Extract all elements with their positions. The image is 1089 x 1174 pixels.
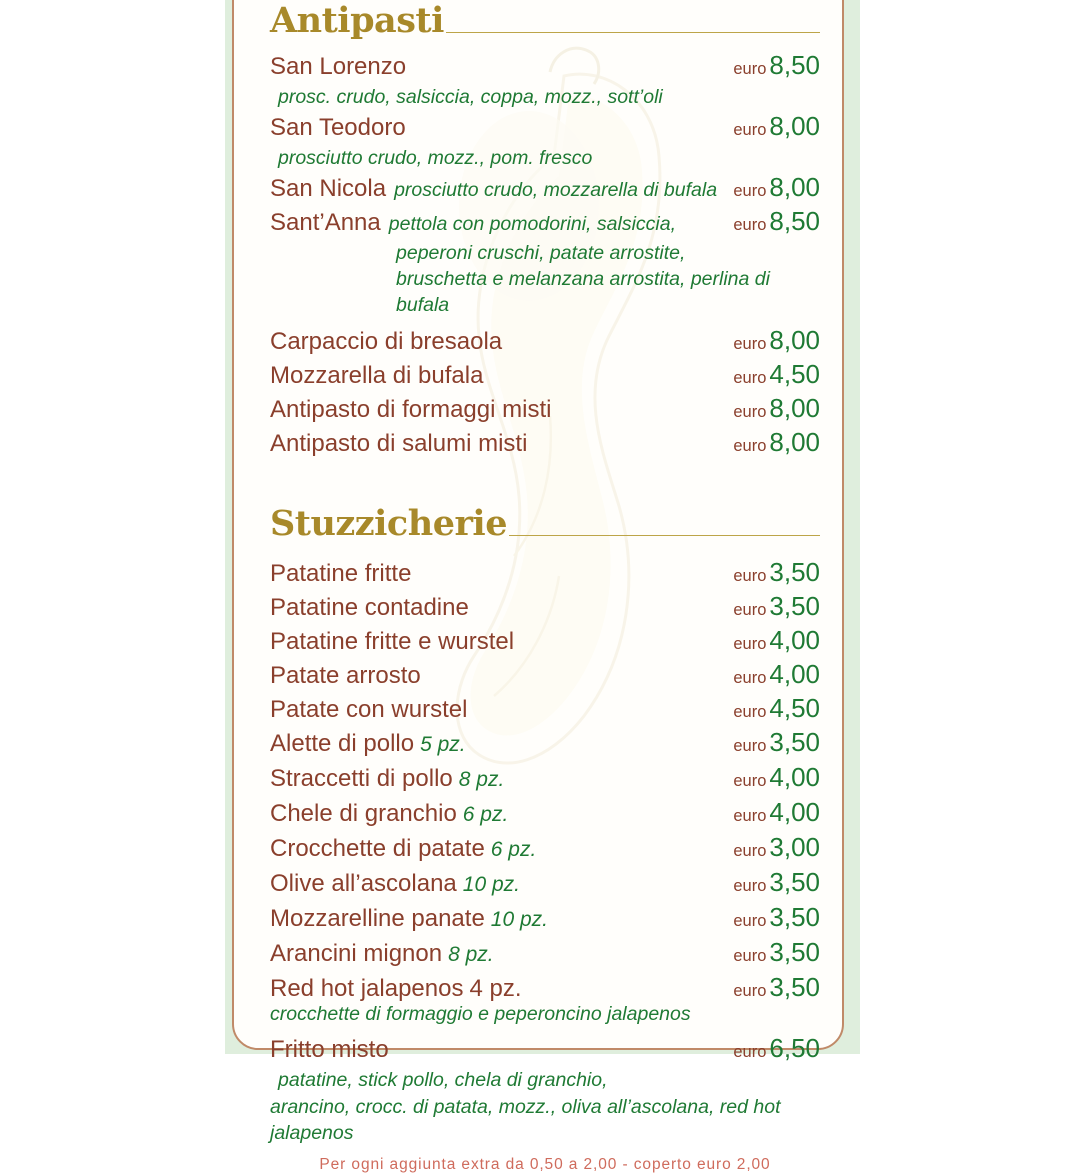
menu-item-quantity: 10 pz.: [490, 908, 549, 931]
currency-label: euro: [733, 807, 767, 825]
section-title: Stuzzicherie: [270, 503, 507, 544]
menu-item-price-cell: [729, 797, 820, 828]
section-rule: [509, 535, 820, 536]
menu-item-left: [270, 111, 719, 172]
menu-item-row[interactable]: [270, 50, 820, 111]
currency-label: euro: [733, 369, 767, 387]
menu-item-row[interactable]: [270, 659, 820, 693]
stuzzicherie-item-list: [270, 557, 820, 1146]
menu-item-first-line: [270, 1033, 820, 1094]
menu-item-row[interactable]: [270, 427, 820, 461]
menu-item-price-cell: [729, 659, 820, 690]
menu-item-name: Crocchette di patate: [270, 835, 485, 862]
menu-item-row[interactable]: [270, 832, 820, 867]
menu-item-price: 4,50: [769, 359, 820, 389]
section-header-antipasti: [270, 2, 820, 40]
menu-item-row[interactable]: [270, 591, 820, 625]
menu-item-row[interactable]: [270, 206, 820, 318]
menu-item-row[interactable]: [270, 172, 820, 206]
currency-label: euro: [733, 877, 767, 895]
menu-item-name: Olive all’ascolana: [270, 870, 457, 897]
section-title: Antipasti: [270, 0, 444, 41]
menu-item-name: Mozzarelline panate: [270, 905, 485, 932]
menu-item-price-cell: [729, 867, 820, 898]
menu-item-left: [270, 1033, 719, 1094]
menu-item-price: 3,50: [769, 557, 820, 587]
currency-label: euro: [733, 403, 767, 421]
menu-item-description: crocchette di formaggio e peperoncino jalapenos: [270, 1003, 691, 1025]
menu-item-price-cell: [729, 832, 820, 863]
menu-item-price: 8,50: [769, 206, 820, 236]
menu-item-price: 8,00: [769, 172, 820, 202]
menu-item-left: [270, 206, 719, 240]
menu-item-name: San Nicola: [270, 175, 387, 202]
currency-label: euro: [733, 437, 767, 455]
menu-item-price: 8,00: [769, 393, 820, 423]
currency-label: euro: [733, 216, 767, 234]
menu-item-price-cell: [729, 762, 820, 793]
menu-item-price: 3,50: [769, 867, 820, 897]
menu-item-price-cell: [729, 393, 820, 424]
menu-item-price: 4,50: [769, 693, 820, 723]
menu-item-name: Patatine fritte e wurstel: [270, 628, 515, 655]
menu-item-name: Mozzarella di bufala: [270, 362, 484, 389]
menu-item-left: [270, 50, 719, 111]
menu-item-name: Antipasto di formaggi misti: [270, 396, 552, 423]
menu-item-price-cell: [729, 1033, 820, 1064]
menu-item-first-line: [270, 972, 820, 1006]
menu-item-row[interactable]: [270, 359, 820, 393]
menu-item-left: [270, 902, 719, 937]
currency-label: euro: [733, 737, 767, 755]
menu-item-price-cell: [729, 591, 820, 622]
menu-item-name: Red hot jalapenos: [270, 975, 464, 1002]
menu-item-price-cell: [729, 111, 820, 142]
currency-label: euro: [733, 703, 767, 721]
currency-label: euro: [733, 669, 767, 687]
section-rule: [446, 32, 820, 33]
menu-item-quantity: 4 pz.: [469, 975, 522, 1002]
menu-item-name: Chele di granchio: [270, 800, 457, 827]
menu-item-row[interactable]: [270, 111, 820, 172]
menu-item-quantity: 8 pz.: [458, 768, 505, 791]
currency-label: euro: [733, 947, 767, 965]
menu-item-row[interactable]: [270, 867, 820, 902]
menu-card: [232, 0, 844, 1173]
menu-item-left: [270, 937, 719, 972]
menu-item-row[interactable]: [270, 325, 820, 359]
menu-item-price: 3,50: [769, 591, 820, 621]
menu-content: [234, 0, 842, 1173]
menu-item-name: Patate arrosto: [270, 662, 421, 689]
menu-item-price-cell: [729, 206, 820, 237]
menu-item-name: Fritto misto: [270, 1036, 389, 1063]
menu-item-name: Patatine fritte: [270, 560, 412, 587]
menu-item-price: 6,50: [769, 1033, 820, 1063]
menu-item-row[interactable]: [270, 393, 820, 427]
menu-item-price: 8,00: [769, 325, 820, 355]
menu-item-price-cell: [729, 172, 820, 203]
menu-item-price: 3,50: [769, 972, 820, 1002]
menu-item-name: Carpaccio di bresaola: [270, 328, 503, 355]
currency-label: euro: [733, 982, 767, 1000]
menu-item-name: Alette di pollo: [270, 730, 415, 757]
menu-item-left: [270, 625, 719, 659]
currency-label: euro: [733, 182, 767, 200]
menu-item-name: San Teodoro: [270, 114, 406, 141]
menu-item-row[interactable]: [270, 937, 820, 972]
menu-item-left: [270, 359, 719, 393]
currency-label: euro: [733, 842, 767, 860]
menu-item-price: 3,50: [769, 937, 820, 967]
menu-item-price: 4,00: [769, 625, 820, 655]
menu-item-description-line: bruschetta e melanzana arrostita, perlina di bufala: [396, 268, 770, 316]
menu-item-row[interactable]: [270, 727, 820, 762]
menu-item-price-cell: [729, 902, 820, 933]
section-header-stuzzicherie: [270, 505, 820, 543]
menu-item-left: [270, 797, 719, 832]
menu-item-name: Sant’Anna: [270, 209, 381, 236]
menu-item-price-cell: [729, 727, 820, 758]
menu-item-left: [270, 693, 719, 727]
menu-item-description: prosciutto crudo, mozzarella di bufala: [394, 179, 718, 201]
menu-item-left: [270, 762, 719, 797]
menu-item-price: 8,00: [769, 111, 820, 141]
menu-item-left: [270, 832, 719, 867]
menu-item-row[interactable]: [270, 972, 820, 1026]
menu-item-price: 8,00: [769, 427, 820, 457]
currency-label: euro: [733, 567, 767, 585]
menu-item-description: prosciutto crudo, mozz., pom. fresco: [278, 147, 593, 169]
menu-item-row[interactable]: [270, 625, 820, 659]
currency-label: euro: [733, 912, 767, 930]
menu-item-quantity: 8 pz.: [448, 943, 494, 966]
menu-item-row[interactable]: [270, 902, 820, 937]
menu-item-quantity: 5 pz.: [420, 733, 466, 756]
currency-label: euro: [733, 772, 767, 790]
menu-item-name: Patate con wurstel: [270, 696, 468, 723]
menu-item-quantity: 6 pz.: [462, 803, 509, 826]
menu-item-row[interactable]: [270, 557, 820, 591]
menu-item-price-cell: [729, 972, 820, 1003]
currency-label: euro: [733, 121, 767, 139]
menu-item-left: [270, 727, 719, 762]
menu-item-left: [270, 591, 719, 625]
currency-label: euro: [733, 335, 767, 353]
menu-item-row[interactable]: [270, 762, 820, 797]
currency-label: euro: [733, 60, 767, 78]
menu-item-left: [270, 393, 719, 427]
menu-item-price-cell: [729, 50, 820, 81]
menu-item-first-line: [270, 206, 820, 240]
menu-item-row[interactable]: [270, 693, 820, 727]
menu-item-price: 3,50: [769, 902, 820, 932]
menu-footnote: Per ogni aggiunta extra da 0,50 a 2,00 - coperto euro 2,00: [319, 1156, 771, 1173]
menu-item-price: 4,00: [769, 797, 820, 827]
menu-item-price: 4,00: [769, 762, 820, 792]
menu-item-left: [270, 659, 719, 693]
currency-label: euro: [733, 635, 767, 653]
menu-item-left: [270, 172, 719, 206]
menu-item-description: patatine, stick pollo, chela di granchio,: [278, 1069, 608, 1091]
menu-item-price: 3,50: [769, 727, 820, 757]
menu-item-price-cell: [729, 693, 820, 724]
menu-item-description-continued: arancino, crocc. di patata, mozz., oliva all’ascolana, red hot jalapenos: [270, 1096, 781, 1144]
menu-item-price-cell: [729, 557, 820, 588]
menu-item-left: [270, 325, 719, 359]
menu-item-price-cell: [729, 625, 820, 656]
menu-item-price: 4,00: [769, 659, 820, 689]
menu-item-price-cell: [729, 325, 820, 356]
currency-label: euro: [733, 601, 767, 619]
menu-item-description: prosc. crudo, salsiccia, coppa, mozz., sott’oli: [278, 86, 663, 108]
menu-item-row[interactable]: [270, 1033, 820, 1146]
menu-item-name: Patatine contadine: [270, 594, 469, 621]
menu-item-price-cell: [729, 937, 820, 968]
menu-item-name: San Lorenzo: [270, 53, 407, 80]
menu-item-quantity: 10 pz.: [462, 873, 520, 896]
menu-item-description-line: peperoni cruschi, patate arrostite,: [396, 242, 686, 264]
menu-item-price: 8,50: [769, 50, 820, 80]
menu-item-row[interactable]: [270, 797, 820, 832]
menu-item-name: Straccetti di pollo: [270, 765, 453, 792]
menu-item-name: Arancini mignon: [270, 940, 443, 967]
menu-item-description: pettola con pomodorini, salsiccia,: [388, 213, 677, 235]
menu-item-price: 3,00: [769, 832, 820, 862]
menu-item-left: [270, 557, 719, 591]
menu-item-name: Antipasto di salumi misti: [270, 430, 528, 457]
menu-item-price-cell: [729, 359, 820, 390]
menu-item-price-cell: [729, 427, 820, 458]
currency-label: euro: [733, 1043, 767, 1061]
menu-item-left: [270, 972, 719, 1006]
menu-item-description-continued: [396, 240, 820, 318]
antipasti-item-list: [270, 50, 820, 461]
menu-item-left: [270, 427, 719, 461]
menu-item-left: [270, 867, 719, 902]
menu-item-quantity: 6 pz.: [490, 838, 537, 861]
